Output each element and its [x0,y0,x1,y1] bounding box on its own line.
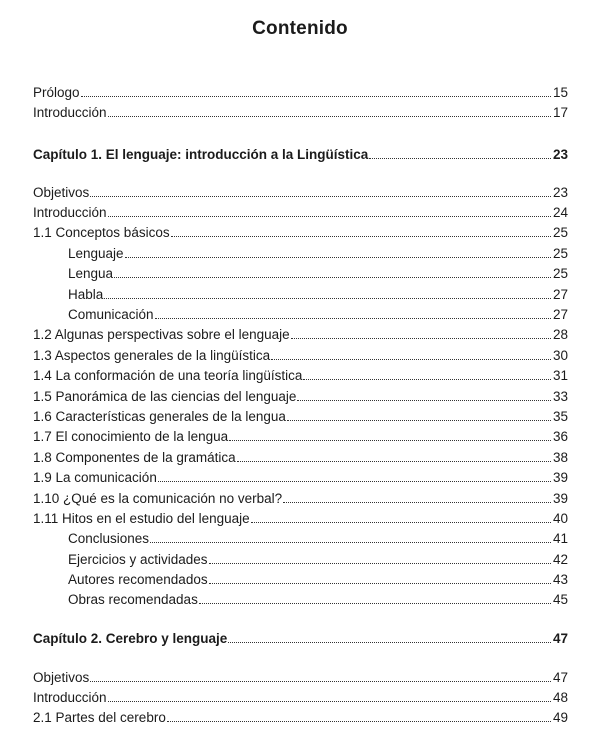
dot-leader [158,481,551,482]
toc-entry-page: 23 [552,185,568,200]
toc-entry-objetivos [33,666,568,686]
toc-entry-1-9 [33,466,568,486]
toc-entry-1-7 [33,425,568,445]
dot-leader [199,603,551,604]
toc-entry-label: Obras recomendadas [68,592,198,607]
toc-entry-label: 1.6 Características generales de la lengua [33,409,286,424]
toc-entry-label: Lengua [68,266,114,281]
toc-entry-page: 15 [552,85,568,100]
toc-entry-page: 33 [552,389,568,404]
toc-entry-label: 1.7 El conocimiento de la lengua [33,429,229,444]
dot-leader [297,400,551,401]
toc-entry-1-6 [33,405,568,425]
dot-leader [283,502,551,503]
toc-entry-page: 43 [552,572,568,587]
toc-entry-label: Lenguaje [68,246,124,261]
toc-entry-label: 1.10 ¿Qué es la comunicación no verbal? [33,491,283,506]
toc-entry-label: 1.1 Conceptos básicos [33,225,170,240]
toc-entry-1-2 [33,323,568,343]
toc-entry-page: 27 [552,287,568,302]
toc-entry-page: 40 [552,511,568,526]
toc-entry-page: 27 [552,307,568,322]
toc-entry-introduccion [33,101,568,121]
toc-entry-label: Capítulo 2. Cerebro y lenguaje [33,631,228,646]
toc-entry-page: 41 [552,531,568,546]
toc-entry-label: Introducción [33,205,107,220]
toc-entry-page: 47 [552,670,568,685]
toc-entry-label: Autores recomendados [68,572,208,587]
toc-entry-page: 17 [552,105,568,120]
toc-entry-page: 42 [552,552,568,567]
dot-leader [108,701,551,702]
toc-entry-1-3 [33,344,568,364]
toc-entry-introduccion [33,201,568,221]
dot-leader [81,96,551,97]
toc-entry-page: 23 [552,147,568,162]
toc-entry-label: 1.11 Hitos en el estudio del lenguaje [33,511,250,526]
toc-entry-page: 38 [552,450,568,465]
page-title: Contenido [252,18,348,39]
toc-entry-page: 24 [552,205,568,220]
toc-entry-label: Introducción [33,105,107,120]
toc-entry-page: 31 [552,368,568,383]
toc-entry-1-4 [33,364,568,384]
toc-entry-page: 35 [552,409,568,424]
dot-leader [291,338,551,339]
toc-entry-label: 1.2 Algunas perspectivas sobre el lenguaje [33,327,290,342]
toc-chapter-1 [33,143,568,163]
toc-entry-label: 2.1 Partes del cerebro [33,710,166,725]
toc-entry-conclusiones [68,527,568,547]
toc-entry-comunicacion [68,303,568,323]
toc-entry-label: Prólogo [33,85,80,100]
toc-entry-page: 45 [552,592,568,607]
toc-entry-page: 25 [552,266,568,281]
dot-leader [108,116,551,117]
dot-leader [237,461,551,462]
toc-chapter-2 [33,627,568,647]
toc-entry-page: 48 [552,690,568,705]
dot-leader [229,440,551,441]
toc-entry-label: Objetivos [33,185,90,200]
dot-leader [271,359,551,360]
toc-entry-ejercicios [68,548,568,568]
toc-entry-label: 1.5 Panorámica de las ciencias del lenguaje [33,389,297,404]
toc-entry-obras [68,588,568,608]
dot-leader [90,681,551,682]
toc-entry-label: Habla [68,287,104,302]
toc-entry-autores [68,568,568,588]
dot-leader [171,236,551,237]
dot-leader [104,298,551,299]
dot-leader [209,563,551,564]
toc-entry-1-11 [33,507,568,527]
toc-entry-habla [68,283,568,303]
toc-entry-label: Capítulo 1. El lenguaje: introducción a la Lingüística [33,147,369,162]
dot-leader [150,542,551,543]
toc-entry-1-1 [33,221,568,241]
toc-entry-page: 28 [552,327,568,342]
toc-entry-label: 1.4 La conformación de una teoría lingüística [33,368,303,383]
toc-entry-1-8 [33,446,568,466]
toc-entry-introduccion [33,686,568,706]
toc-entry-lengua [68,262,568,282]
toc-entry-label: Conclusiones [68,531,150,546]
toc-entry-label: Introducción [33,690,107,705]
toc-entry-label: 1.9 La comunicación [33,470,157,485]
toc-entry-label: 1.8 Componentes de la gramática [33,450,236,465]
toc-entry-page: 25 [552,246,568,261]
toc-entry-prologo [33,81,568,101]
toc-entry-label: Comunicación [68,307,154,322]
toc-entry-1-5 [33,385,568,405]
dot-leader [155,318,551,319]
toc-entry-label: 1.3 Aspectos generales de la lingüística [33,348,271,363]
dot-leader [167,721,551,722]
dot-leader [108,216,551,217]
dot-leader [303,379,551,380]
toc-entry-label: Ejercicios y actividades [68,552,208,567]
toc-entry-page: 47 [552,631,568,646]
dot-leader [209,583,551,584]
toc-entry-objetivos [33,181,568,201]
dot-leader [369,158,551,159]
dot-leader [251,522,551,523]
dot-leader [125,257,551,258]
toc-entry-1-10 [33,487,568,507]
dot-leader [287,420,551,421]
dot-leader [114,277,551,278]
toc-entry-page: 25 [552,225,568,240]
toc-entry-page: 30 [552,348,568,363]
toc-entry-2-1 [33,706,568,726]
dot-leader [90,196,551,197]
dot-leader [228,642,551,643]
toc-entry-lenguaje [68,242,568,262]
toc-entry-page: 49 [552,710,568,725]
toc-entry-page: 36 [552,429,568,444]
toc-entry-page: 39 [552,491,568,506]
toc-entry-page: 39 [552,470,568,485]
toc-entry-label: Objetivos [33,670,90,685]
